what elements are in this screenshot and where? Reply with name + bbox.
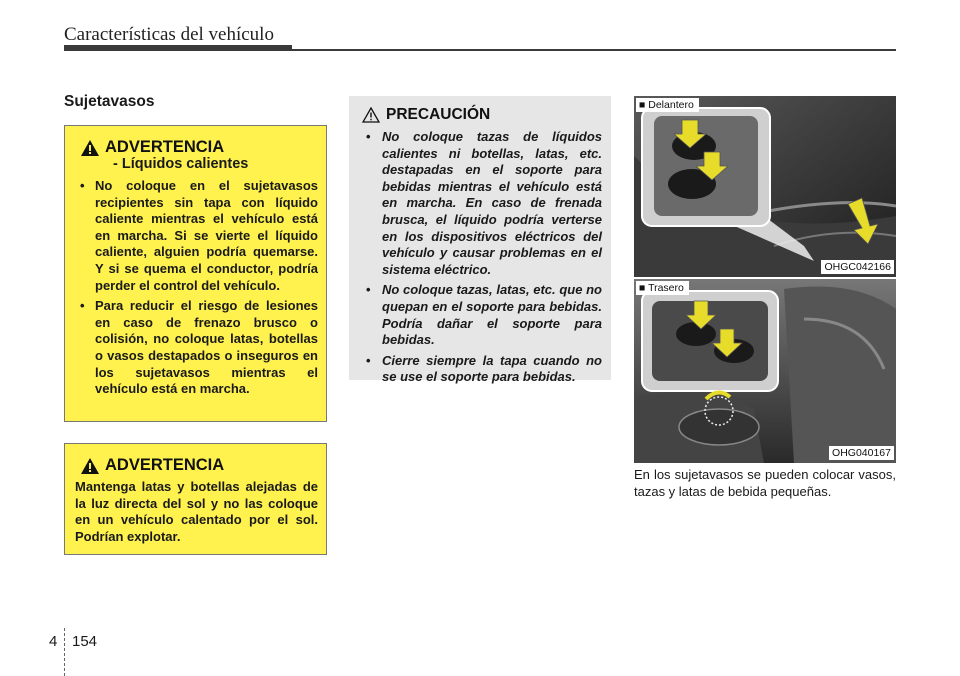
rear-cupholder-image [634,279,896,463]
caution-triangle-icon [362,107,380,123]
warning-box-hot-liquids [64,125,327,422]
warning-title: ADVERTENCIA [105,456,225,474]
warning-triangle-icon [81,458,99,474]
warning-item: • Para reducir el riesgo de lesiones en caso de frenazo brusco o colisión, no coloque latas, botellas o vasos destapados o inseguros en los sujetavasos mientras el vehículo está en marcha. [75,298,318,398]
warning-box-sunlight [64,443,327,555]
caution-item: • No coloque tazas de líquidos calientes ni botellas, latas, etc. destapadas en el soporte para bebidas mientras el vehículo está en marcha. En caso de frenada brusca, el líquido podría verterse en los dispositivos eléctricos del vehículo y causar problemas en el sistema eléctrico. [362,129,602,278]
warning-item: • No coloque en el sujetavasos recipientes sin tapa con líquido caliente mientras el vehículo está en marcha. Si se vierte el líquido caliente, alguien podría quemarse. Y si se quema el conductor, podría perder el control del vehículo. [75,178,318,294]
caution-header [362,106,602,124]
body-paragraph: En los sujetavasos se pueden colocar vasos, tazas y latas de bebida pequeñas. [634,467,896,499]
footer-page-number: 154 [72,633,98,650]
header-rule-thin [292,49,896,51]
footer-divider [64,628,65,676]
warning-triangle-icon [81,140,99,156]
warning-list [75,178,318,398]
caution-title: PRECAUCIÓN [386,106,491,123]
figure-label: ■ Trasero [636,281,689,295]
warning-title: ADVERTENCIA [105,138,225,156]
front-cupholder-image [634,96,896,277]
front-cupholder-photo [634,96,896,277]
warning-text: Mantenga latas y botellas alejadas de la luz directa del sol y no las coloque en un vehículo calentado por el sol. Podrían explotar. [75,479,318,544]
rear-cupholder-photo [634,279,896,463]
figure-code: OHGC042166 [821,260,894,274]
caution-box [349,96,611,385]
caution-item: • No coloque tazas, latas, etc. que no quepan en el soporte para bebidas. Podría dañar el soporte para bebidas. [362,282,602,348]
section-title: Sujetavasos [64,93,155,110]
figure-code: OHG040167 [829,446,894,460]
figure-label: ■ Delantero [636,98,699,112]
warning-header [75,456,318,475]
footer-section-number: 4 [49,633,58,650]
warning-header [75,138,318,157]
caution-list [362,129,602,386]
warning-subtitle: - Líquidos calientes [113,156,249,172]
caution-item: • Cierre siempre la tapa cuando no se use el soporte para bebidas. [362,353,602,386]
header-rule-thick [64,45,292,51]
header-title: Características del vehículo [64,24,274,45]
